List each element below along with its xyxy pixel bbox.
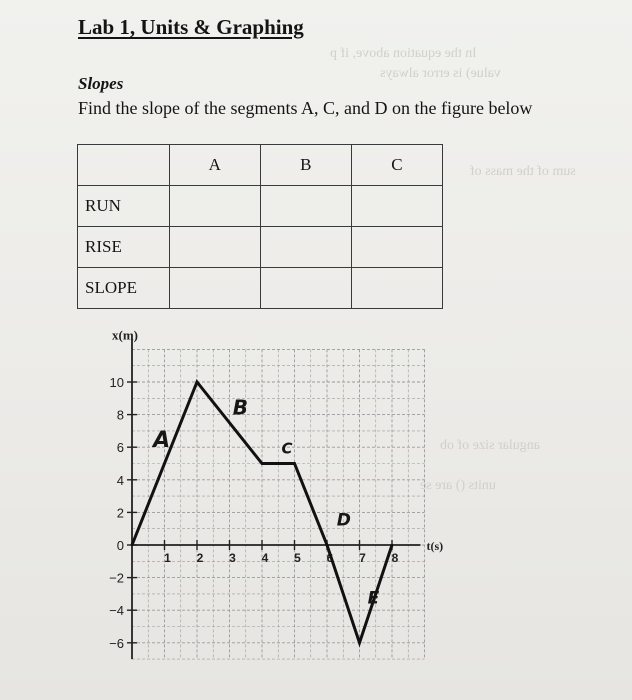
page-title: Lab 1, Units & Graphing [78, 15, 304, 39]
data-point [391, 544, 393, 546]
x-tick-label: 8 [391, 551, 399, 565]
axes [127, 339, 421, 659]
y-tick-label: 10 [109, 375, 124, 390]
segment-label-d: D [336, 510, 351, 531]
tick-labels [109, 327, 443, 650]
x-tick-label: 7 [359, 551, 366, 565]
column-header: A [169, 145, 260, 186]
row-label: RISE [78, 227, 170, 268]
x-tick-label: 3 [229, 551, 236, 565]
x-tick-label: 5 [294, 551, 301, 565]
data-point [196, 381, 198, 383]
y-tick-label: 2 [116, 505, 124, 521]
y-axis-label: x(m) [112, 327, 138, 343]
x-axis-label: t(s) [426, 539, 444, 553]
row-label: RUN [78, 186, 170, 227]
y-tick-label: 0 [116, 538, 124, 553]
bleed-through-text: angular size of ob [440, 438, 540, 453]
grid [132, 349, 425, 659]
data-point [293, 462, 295, 464]
segment-label-b: B [232, 395, 248, 420]
bleed-through-text: ln the equation above, if p [330, 46, 477, 61]
segment-label-a: A [153, 428, 171, 454]
data-point [261, 462, 263, 464]
y-tick-label: −4 [109, 603, 124, 619]
section-heading: Slopes [78, 74, 124, 93]
segment-label-c: C [281, 439, 293, 458]
data-point [358, 642, 360, 644]
data-point [326, 544, 328, 546]
y-tick-label: 8 [116, 407, 124, 423]
y-tick-label: −6 [109, 635, 124, 651]
y-tick-label: −2 [109, 570, 124, 586]
instruction-text: Find the slope of the segments A, C, and D on the figure below [78, 98, 533, 118]
bleed-through-text: units () are se [420, 478, 496, 493]
x-tick-label: 6 [326, 551, 334, 565]
segment-label-e: E [367, 588, 380, 609]
y-tick-label: 4 [116, 472, 124, 488]
data-point [131, 544, 133, 546]
bleed-through-text: value) is error always [380, 66, 501, 81]
x-tick-label: 1 [164, 551, 171, 565]
x-tick-label: 4 [261, 551, 269, 565]
bleed-through-text: sum of the mass of [470, 164, 576, 179]
column-header: B [260, 145, 351, 186]
segment-labels [151, 396, 380, 609]
y-tick-label: 6 [116, 440, 124, 456]
column-header: C [351, 145, 442, 186]
x-tick-label: 2 [196, 551, 204, 565]
row-label: SLOPE [78, 268, 170, 309]
